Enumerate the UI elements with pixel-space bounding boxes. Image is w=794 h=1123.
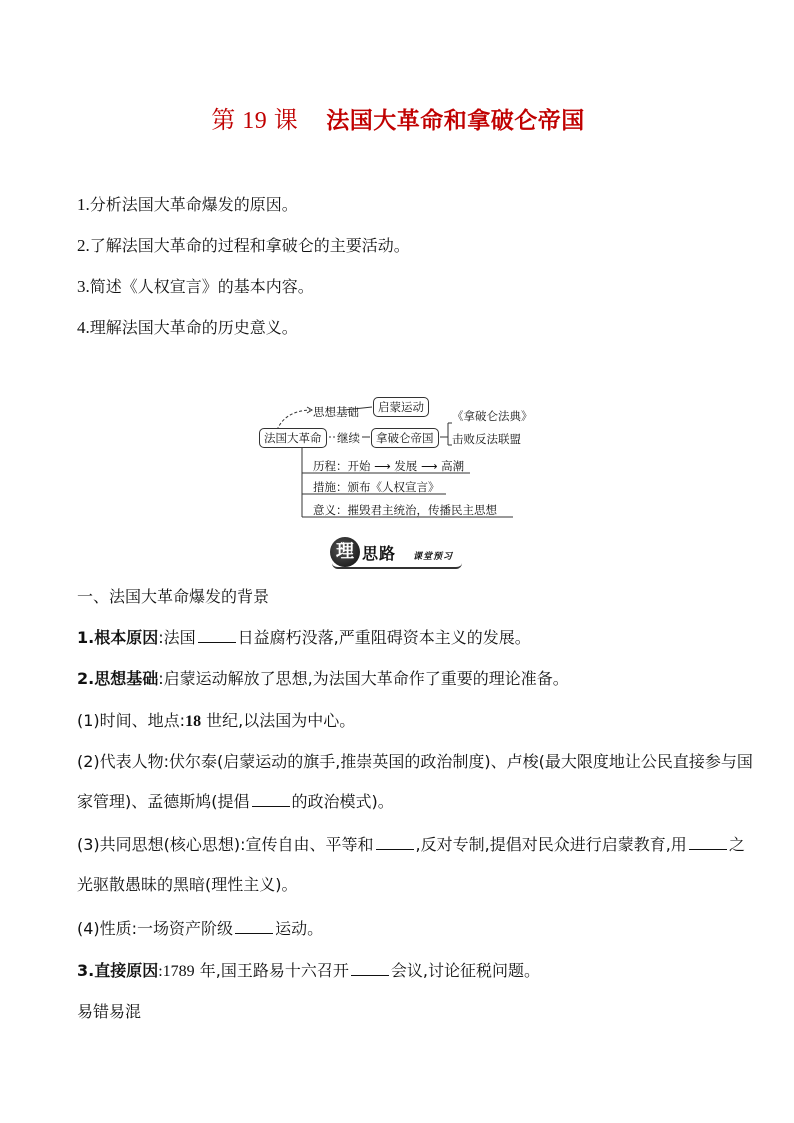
answer-blank[interactable]: [235, 919, 273, 934]
answer-blank[interactable]: [351, 961, 389, 976]
banner-swoosh: [332, 563, 462, 569]
answer-blank[interactable]: [689, 835, 727, 850]
paragraph-root-cause: 1.根本原因:法国 日益腐朽没落,严重阻碍资本主义的发展。: [77, 628, 531, 647]
objective-4: 4.理解法国大革命的历史意义。: [77, 318, 298, 337]
continue-label: 继续: [337, 431, 360, 445]
answer-blank[interactable]: [376, 835, 414, 850]
defeat-node: 击败反法联盟: [452, 432, 521, 446]
mind-map: [255, 393, 545, 523]
banner-icon: 理: [330, 537, 360, 567]
page-title: [0, 100, 794, 135]
code-node: 《拿破仑法典》: [452, 409, 533, 423]
objective-3: 3.简述《人权宣言》的基本内容。: [77, 277, 314, 296]
section-banner: [330, 537, 465, 573]
banner-label: 思路: [362, 544, 397, 563]
objective-2: 2.了解法国大革命的过程和拿破仑的主要活动。: [77, 236, 410, 255]
section-heading: 一、法国大革命爆发的背景: [77, 587, 270, 606]
paragraph-thought-basis: 2.思想基础:启蒙运动解放了思想,为法国大革命作了重要的理论准备。: [77, 669, 569, 688]
answer-blank[interactable]: [252, 792, 290, 807]
banner-subtitle: 课堂预习: [413, 552, 454, 562]
enlightenment-node: 启蒙运动: [373, 397, 429, 417]
measure-node: 措施：颁布《人权宣言》: [313, 480, 440, 494]
empire-node: 拿破仑帝国: [371, 428, 439, 448]
paragraph-common-thought: (3)共同思想(核心思想):宣传自由、平等和 ,反对专制,提倡对民众进行启蒙教育,用 之光驱散愚昧的黑暗(理性主义)。: [77, 835, 745, 894]
meaning-node: 意义：摧毁君主统治，传播民主思想: [313, 503, 497, 517]
thought-basis-label: 思想基础: [313, 405, 359, 419]
lesson-name: 法国大革命和拿破仑帝国: [326, 108, 585, 134]
paragraph-nature: (4)性质:一场资产阶级 运动。: [77, 919, 324, 938]
process-node: 历程：开始 ⟶ 发展 ⟶ 高潮: [313, 459, 465, 473]
paragraph-time-place: (1)时间、地点:18 世纪,以法国为中心。: [77, 711, 356, 730]
mind-map-root: 法国大革命: [259, 428, 327, 448]
paragraph-direct-cause: 3.直接原因:1789 年,国王路易十六召开 会议,讨论征税问题。: [77, 961, 540, 980]
error-prone-heading: 易错易混: [77, 1002, 142, 1021]
objective-1: 1.分析法国大革命爆发的原因。: [77, 195, 298, 214]
lesson-number: 第 19 课: [211, 108, 299, 134]
answer-blank[interactable]: [198, 628, 236, 643]
paragraph-representatives: (2)代表人物:伏尔泰(启蒙运动的旗手,推崇英国的政治制度)、卢梭(最大限度地让公民直接参与国家管理)、孟德斯鸠(提倡 的政治模式)。: [77, 752, 753, 811]
